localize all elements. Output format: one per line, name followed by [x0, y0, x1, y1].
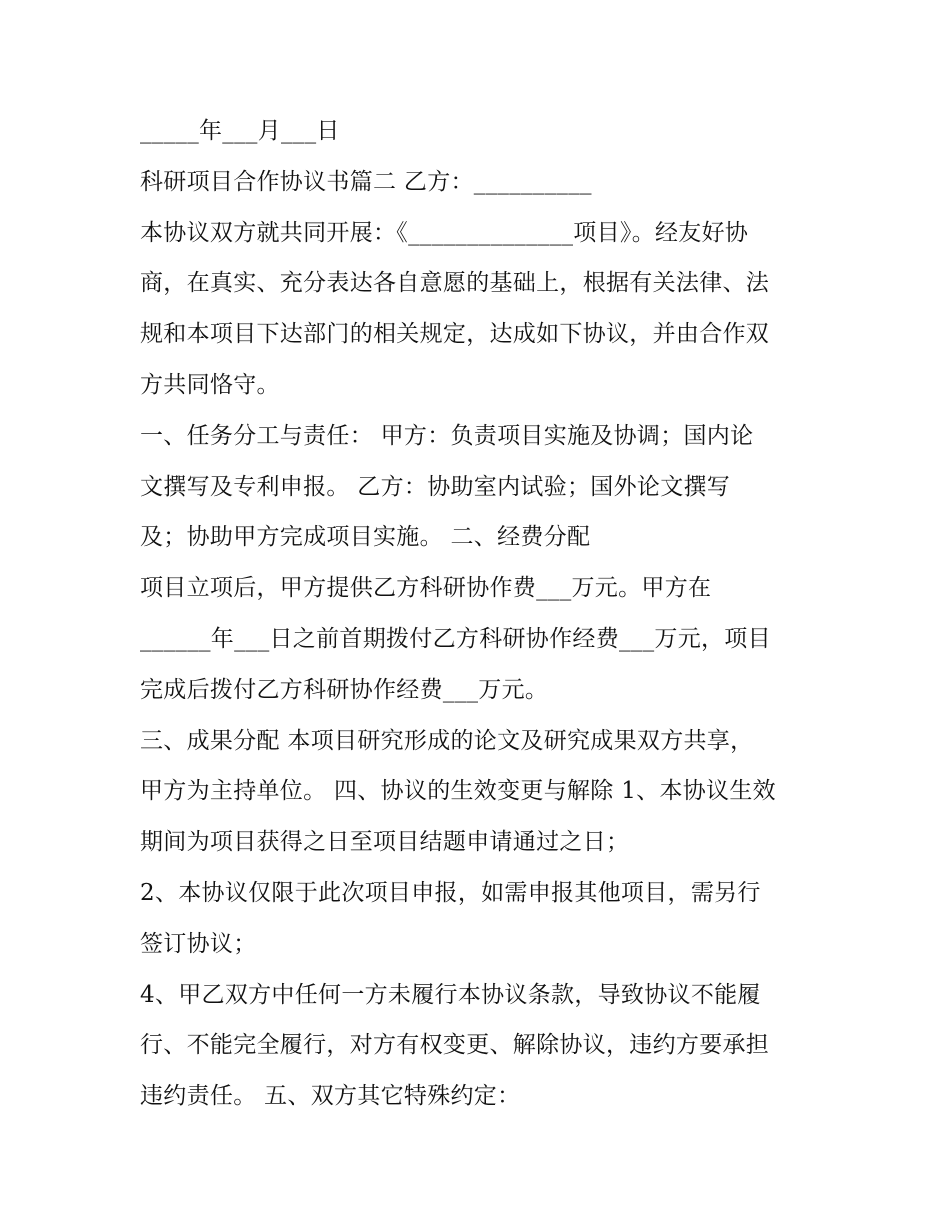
agreement-title-line: 科研项目合作协议书篇二 乙方：__________: [140, 168, 592, 195]
paragraph-line: 期间为项目获得之日至项目结题申请通过之日；: [140, 829, 630, 856]
paragraph-line: 及；协助甲方完成项目实施。 二、经费分配: [140, 524, 591, 551]
paragraph-line: 文撰写及专利申报。 乙方：协助室内试验；国外论文撰写: [140, 473, 731, 500]
clause-line: 4、甲乙双方中任何一方未履行本协议条款，导致协议不能履: [140, 981, 761, 1008]
paragraph-line: 商，在真实、充分表达各自意愿的基础上，根据有关法律、法: [140, 270, 770, 297]
section-results-line: 三、成果分配 本项目研究形成的论文及研究成果双方共享，: [140, 727, 754, 754]
paragraph-line: 违约责任。 五、双方其它特殊约定：: [140, 1083, 521, 1110]
clause-line: 2、本协议仅限于此次项目申报，如需申报其他项目，需另行: [140, 879, 761, 906]
paragraph-line: 完成后拨付乙方科研协作经费___万元。: [140, 676, 549, 703]
section-task-line: 一、任务分工与责任： 甲方：负责项目实施及协调；国内论: [140, 422, 754, 449]
paragraph-line: 甲方为主持单位。 四、协议的生效变更与解除 1、本协议生效: [140, 778, 776, 805]
paragraph-line: 签订协议；: [140, 930, 257, 957]
funding-line: 项目立项后，甲方提供乙方科研协作费___万元。甲方在: [140, 575, 712, 602]
document-body: [140, 111, 830, 1127]
paragraph-line: 行、不能完全履行，对方有权变更、解除协议，违约方要承担: [140, 1032, 770, 1059]
paragraph-line: 规和本项目下达部门的相关规定，达成如下协议，并由合作双: [140, 321, 770, 348]
date-line: _____年___月___日: [140, 118, 340, 144]
paragraph-line: ______年___日之前首期拨付乙方科研协作经费___万元，项目: [140, 625, 771, 652]
paragraph-line: 本协议双方就共同开展：《______________项目》。经友好协: [140, 219, 749, 246]
paragraph-line: 方共同恪守。: [140, 371, 280, 398]
